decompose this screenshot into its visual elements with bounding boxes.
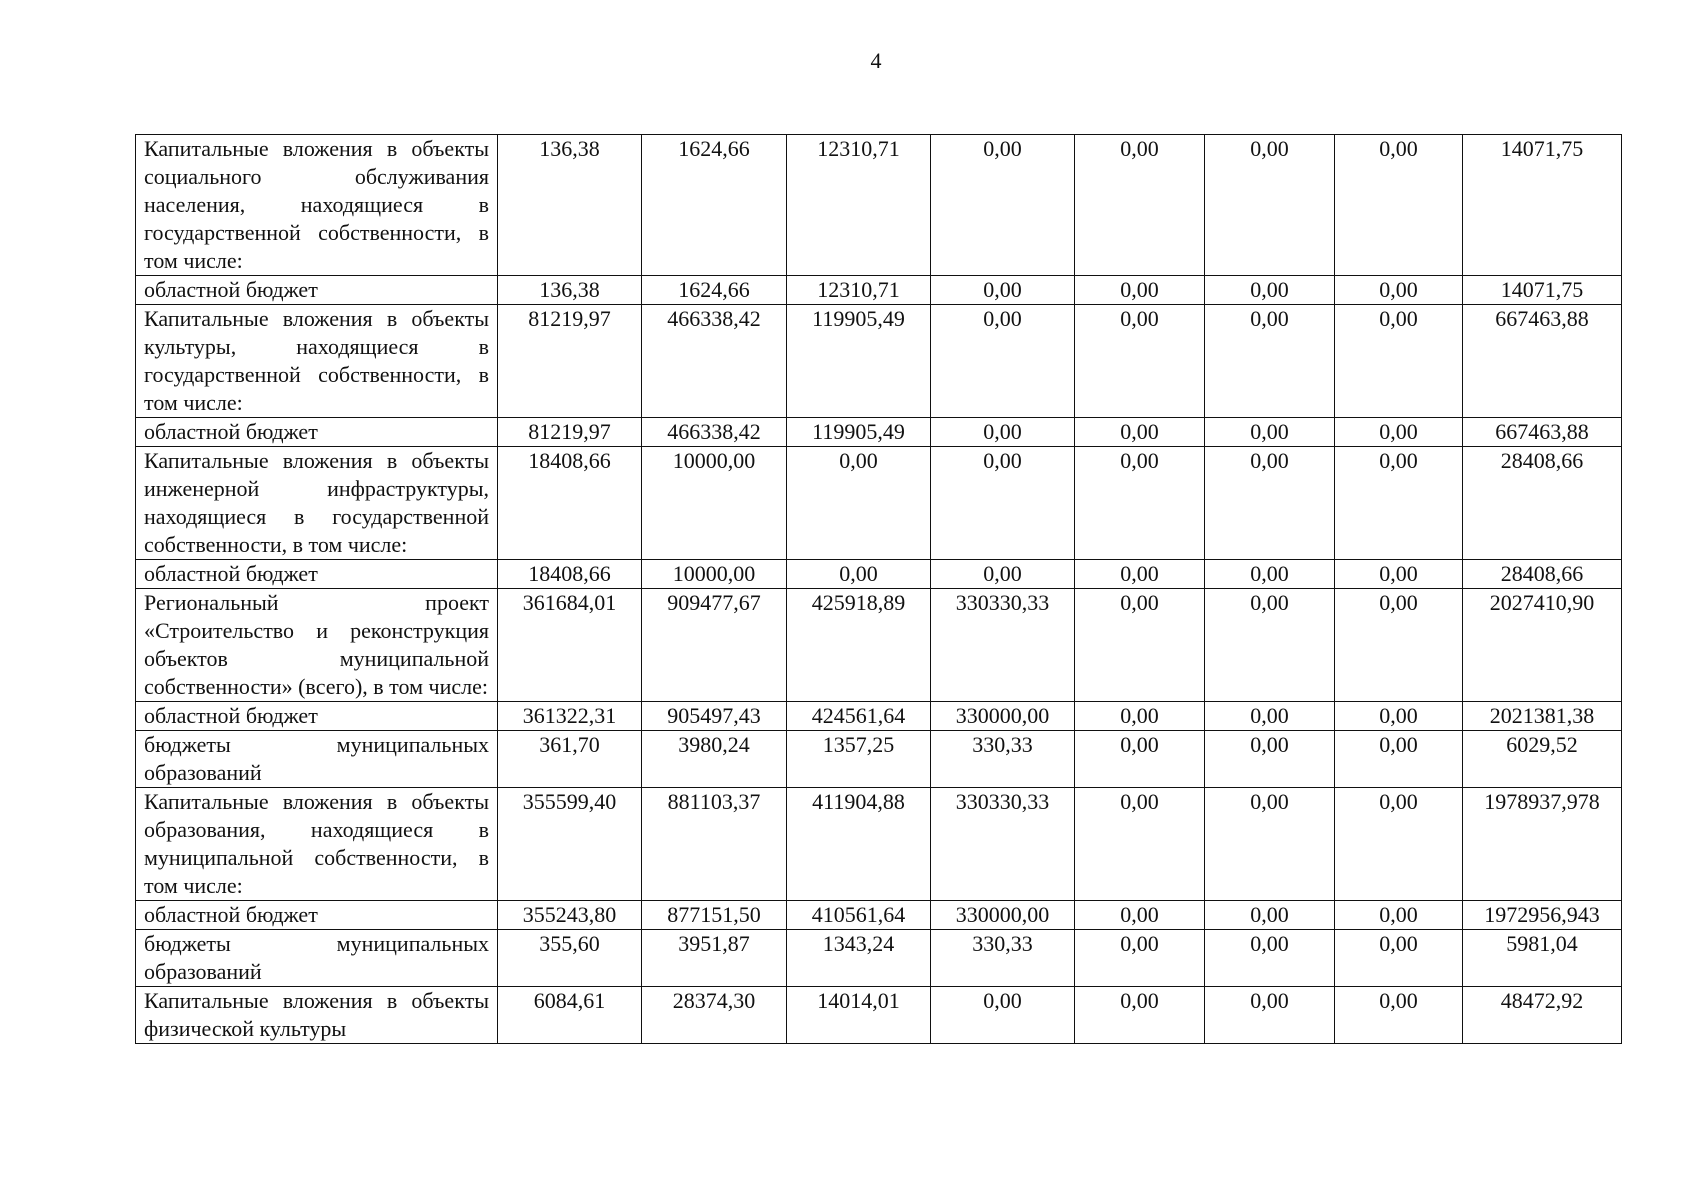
value-cell: 14071,75 (1463, 135, 1622, 276)
value-cell: 0,00 (1205, 702, 1335, 731)
value-cell: 0,00 (1205, 731, 1335, 788)
table-row (136, 135, 1622, 276)
value-cell: 0,00 (1335, 447, 1463, 560)
value-cell: 0,00 (1205, 930, 1335, 987)
table-row (136, 987, 1622, 1044)
value-cell: 410561,64 (787, 901, 931, 930)
value-cell: 0,00 (1335, 788, 1463, 901)
value-cell: 1978937,978 (1463, 788, 1622, 901)
value-cell: 466338,42 (642, 418, 787, 447)
row-description: областной бюджет (136, 702, 498, 731)
row-description: областной бюджет (136, 560, 498, 589)
row-description: Капитальные вложения в объекты социального обслуживания населения, находящиеся в государственной собственности, в том числе: (136, 135, 498, 276)
value-cell: 0,00 (1075, 447, 1205, 560)
row-description: Капитальные вложения в объекты физической культуры (136, 987, 498, 1044)
row-description: бюджеты муниципальных образований (136, 731, 498, 788)
value-cell: 81219,97 (498, 305, 642, 418)
value-cell: 0,00 (1205, 788, 1335, 901)
table-row (136, 305, 1622, 418)
value-cell: 0,00 (1205, 901, 1335, 930)
value-cell: 0,00 (1335, 930, 1463, 987)
value-cell: 1972956,943 (1463, 901, 1622, 930)
row-description: Капитальные вложения в объекты образования, находящиеся в муниципальной собственности, в том числе: (136, 788, 498, 901)
value-cell: 0,00 (931, 560, 1075, 589)
row-description: Капитальные вложения в объекты инженерной инфраструктуры, находящиеся в государственной собственности, в том числе: (136, 447, 498, 560)
value-cell: 0,00 (1075, 418, 1205, 447)
value-cell: 0,00 (787, 447, 931, 560)
value-cell: 1343,24 (787, 930, 931, 987)
value-cell: 877151,50 (642, 901, 787, 930)
value-cell: 136,38 (498, 276, 642, 305)
value-cell: 12310,71 (787, 276, 931, 305)
value-cell: 330000,00 (931, 702, 1075, 731)
value-cell: 2021381,38 (1463, 702, 1622, 731)
value-cell: 81219,97 (498, 418, 642, 447)
value-cell: 12310,71 (787, 135, 931, 276)
value-cell: 0,00 (1335, 418, 1463, 447)
value-cell: 355,60 (498, 930, 642, 987)
row-description: Капитальные вложения в объекты культуры, находящиеся в государственной собственности, в том числе: (136, 305, 498, 418)
value-cell: 1357,25 (787, 731, 931, 788)
table-row (136, 276, 1622, 305)
value-cell: 0,00 (1075, 305, 1205, 418)
value-cell: 0,00 (1075, 930, 1205, 987)
value-cell: 0,00 (1075, 560, 1205, 589)
value-cell: 28408,66 (1463, 560, 1622, 589)
value-cell: 0,00 (1205, 447, 1335, 560)
value-cell: 355599,40 (498, 788, 642, 901)
value-cell: 411904,88 (787, 788, 931, 901)
value-cell: 0,00 (1205, 305, 1335, 418)
value-cell: 0,00 (1075, 276, 1205, 305)
value-cell: 0,00 (1335, 702, 1463, 731)
value-cell: 361322,31 (498, 702, 642, 731)
value-cell: 48472,92 (1463, 987, 1622, 1044)
value-cell: 0,00 (931, 987, 1075, 1044)
value-cell: 881103,37 (642, 788, 787, 901)
value-cell: 0,00 (1335, 731, 1463, 788)
value-cell: 18408,66 (498, 560, 642, 589)
value-cell: 425918,89 (787, 589, 931, 702)
value-cell: 0,00 (931, 447, 1075, 560)
table-row (136, 418, 1622, 447)
value-cell: 0,00 (1335, 589, 1463, 702)
value-cell: 1624,66 (642, 276, 787, 305)
table-row (136, 589, 1622, 702)
value-cell: 909477,67 (642, 589, 787, 702)
value-cell: 0,00 (1335, 135, 1463, 276)
value-cell: 0,00 (1335, 305, 1463, 418)
table-row (136, 731, 1622, 788)
value-cell: 0,00 (1075, 589, 1205, 702)
value-cell: 10000,00 (642, 447, 787, 560)
value-cell: 905497,43 (642, 702, 787, 731)
value-cell: 330,33 (931, 930, 1075, 987)
table-row (136, 447, 1622, 560)
value-cell: 0,00 (1205, 987, 1335, 1044)
value-cell: 1624,66 (642, 135, 787, 276)
value-cell: 0,00 (1205, 589, 1335, 702)
row-description: областной бюджет (136, 276, 498, 305)
value-cell: 14014,01 (787, 987, 931, 1044)
value-cell: 424561,64 (787, 702, 931, 731)
value-cell: 3980,24 (642, 731, 787, 788)
value-cell: 330000,00 (931, 901, 1075, 930)
row-description: областной бюджет (136, 418, 498, 447)
row-description: областной бюджет (136, 901, 498, 930)
value-cell: 0,00 (931, 276, 1075, 305)
value-cell: 0,00 (1075, 731, 1205, 788)
budget-table (135, 134, 1622, 1044)
value-cell: 28408,66 (1463, 447, 1622, 560)
value-cell: 0,00 (1075, 135, 1205, 276)
value-cell: 0,00 (1075, 788, 1205, 901)
value-cell: 667463,88 (1463, 418, 1622, 447)
value-cell: 0,00 (1335, 276, 1463, 305)
value-cell: 0,00 (1335, 560, 1463, 589)
value-cell: 0,00 (1335, 901, 1463, 930)
value-cell: 0,00 (931, 305, 1075, 418)
value-cell: 330330,33 (931, 589, 1075, 702)
value-cell: 28374,30 (642, 987, 787, 1044)
value-cell: 14071,75 (1463, 276, 1622, 305)
value-cell: 466338,42 (642, 305, 787, 418)
value-cell: 361,70 (498, 731, 642, 788)
value-cell: 136,38 (498, 135, 642, 276)
value-cell: 119905,49 (787, 418, 931, 447)
value-cell: 2027410,90 (1463, 589, 1622, 702)
table-row (136, 930, 1622, 987)
value-cell: 0,00 (931, 418, 1075, 447)
value-cell: 667463,88 (1463, 305, 1622, 418)
value-cell: 6029,52 (1463, 731, 1622, 788)
value-cell: 0,00 (1335, 987, 1463, 1044)
value-cell: 0,00 (1205, 135, 1335, 276)
value-cell: 6084,61 (498, 987, 642, 1044)
value-cell: 5981,04 (1463, 930, 1622, 987)
value-cell: 0,00 (1075, 987, 1205, 1044)
value-cell: 3951,87 (642, 930, 787, 987)
page-number: 4 (870, 48, 882, 73)
value-cell: 0,00 (1075, 702, 1205, 731)
table-row (136, 788, 1622, 901)
table-row (136, 702, 1622, 731)
value-cell: 0,00 (1205, 418, 1335, 447)
row-description: бюджеты муниципальных образований (136, 930, 498, 987)
value-cell: 0,00 (787, 560, 931, 589)
value-cell: 10000,00 (642, 560, 787, 589)
value-cell: 0,00 (1205, 276, 1335, 305)
value-cell: 119905,49 (787, 305, 931, 418)
value-cell: 330,33 (931, 731, 1075, 788)
value-cell: 0,00 (1205, 560, 1335, 589)
value-cell: 0,00 (1075, 901, 1205, 930)
table-row (136, 560, 1622, 589)
value-cell: 0,00 (931, 135, 1075, 276)
value-cell: 361684,01 (498, 589, 642, 702)
row-description: Региональный проект «Строительство и реконструкция объектов муниципальной собственности» (всего), в том числе: (136, 589, 498, 702)
value-cell: 355243,80 (498, 901, 642, 930)
value-cell: 330330,33 (931, 788, 1075, 901)
value-cell: 18408,66 (498, 447, 642, 560)
table-row (136, 901, 1622, 930)
